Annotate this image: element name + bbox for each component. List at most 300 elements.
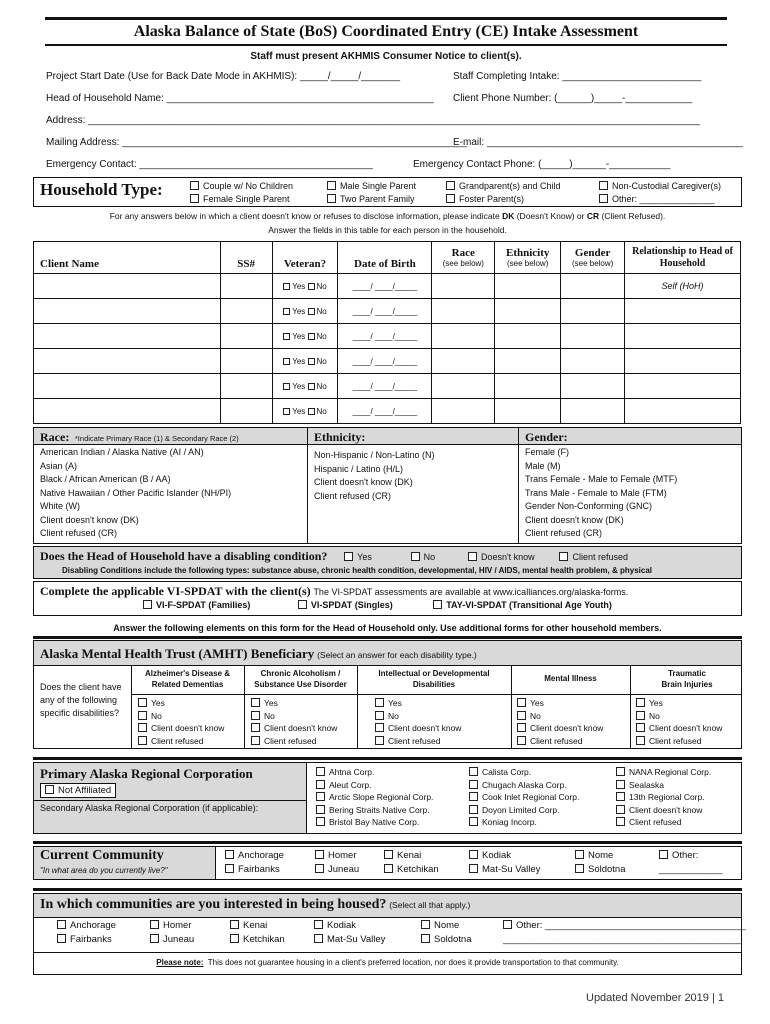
answer-no[interactable]: No [375,710,461,723]
dob-cell[interactable]: ____/ ____/_____ [338,274,432,299]
disabling-no[interactable]: No [411,552,436,562]
gender-cell[interactable] [561,349,625,374]
gender-cell[interactable] [561,324,625,349]
spdat-options [143,600,612,610]
corp-option[interactable]: Calista Corp. [469,766,579,779]
community-title: Current Community [40,848,164,863]
race-cell[interactable] [432,274,495,299]
checkbox-icon[interactable] [517,698,526,707]
housed-col-6 [503,919,746,947]
col-client-name: Client Name [34,242,221,274]
checkbox-icon[interactable] [469,767,478,776]
mailing-address-field[interactable]: Mailing Address: ______________________________________________________________ [46,137,467,148]
relationship-cell[interactable] [625,374,741,399]
dob-cell[interactable]: ____/ ____/_____ [338,324,432,349]
corp-top-rule [33,757,742,760]
race-cell[interactable] [432,399,495,424]
list-item: Client doesn't know (DK) [314,477,413,487]
checkbox-icon[interactable] [143,600,152,609]
corp-option[interactable]: Bristol Bay Native Corp. [316,816,433,829]
race-cell[interactable] [432,349,495,374]
checkbox-icon[interactable] [308,283,315,290]
housed-col-3 [230,919,285,947]
relationship-cell[interactable] [625,349,741,374]
corp-option[interactable]: 13th Regional Corp. [616,791,711,804]
list-item: Hispanic / Latino (H/L) [314,463,404,474]
checkbox-icon[interactable] [138,711,147,720]
housed-option-ketchikan[interactable]: Ketchikan [230,933,285,947]
housed-option-anchorage[interactable]: Anchorage [57,919,116,933]
checkbox-icon[interactable] [316,817,325,826]
household-option-female-single[interactable]: Female Single Parent [190,193,293,206]
corp-option[interactable]: Aleut Corp. [316,779,433,792]
checkbox-icon[interactable] [469,792,478,801]
checkbox-icon[interactable] [283,408,290,415]
corp-not-affiliated[interactable]: Not Affiliated [40,783,116,798]
household-option-non-custodial[interactable]: Non-Custodial Caregiver(s) [599,180,721,193]
relationship-cell[interactable] [625,324,741,349]
col-relationship: Relationship to Head of Household [625,242,741,274]
checkbox-icon[interactable] [433,600,442,609]
corp-option[interactable]: Client refused [616,816,711,829]
corp-option[interactable]: Koniag Incorp. [469,816,579,829]
community-col-3 [384,849,439,877]
corp-col2 [469,766,579,829]
corp-option[interactable]: Sealaska [616,779,711,792]
relationship-cell[interactable] [625,299,741,324]
disabling-subtext: Disabling Conditions include the following types: substance abuse, chronic health condition, developmental, HIV / AIDS, mental health problem, & physical [62,566,653,575]
checkbox-icon[interactable] [384,864,393,873]
answer-dk[interactable]: Client doesn't know [138,722,224,735]
ssn-cell[interactable] [220,399,272,424]
answer-cr[interactable]: Client refused [251,735,337,748]
emergency-contact-field[interactable]: Emergency Contact: __________________________________________ [46,159,373,170]
housed-option-nome[interactable]: Nome [421,919,472,933]
community-option-nome[interactable]: Nome [575,849,626,863]
checkbox-icon[interactable] [517,711,526,720]
ethnicity-cell[interactable] [495,399,561,424]
housed-note-rule [33,952,742,953]
staff-completing-field[interactable]: Staff Completing Intake: _________________________ [453,71,702,82]
checkbox-icon[interactable] [469,780,478,789]
client-name-cell[interactable] [34,274,221,299]
veteran-cell: Yes No [272,349,338,374]
community-other-field[interactable]: ____________ [659,864,723,875]
table-row [34,299,741,324]
checkbox-icon[interactable] [316,780,325,789]
amht-col-mental-illness: Mental Illness [544,674,597,683]
ethnicity-cell[interactable] [495,274,561,299]
ssn-cell[interactable] [220,274,272,299]
list-item: Client refused (CR) [525,528,603,538]
checkbox-icon[interactable] [421,920,430,929]
housed-note: Please note: This does not guarantee housing in a client's preferred location, nor does it provide transportation to that community. [156,958,619,967]
checkbox-icon[interactable] [138,698,147,707]
housed-option-kenai[interactable]: Kenai [230,919,285,933]
address-field[interactable]: Address: ______________________________________________________________________________________________________________ [46,115,701,126]
checkbox-icon[interactable] [308,308,315,315]
list-item: White (W) [40,501,80,511]
checkbox-icon[interactable] [659,850,668,859]
answer-yes[interactable]: Yes [517,697,603,710]
checkbox-icon[interactable] [616,805,625,814]
checkbox-icon[interactable] [469,817,478,826]
community-option-kodiak[interactable]: Kodiak [469,849,540,863]
list-item: Trans Male - Female to Male (FTM) [525,487,667,498]
checkbox-icon[interactable] [316,792,325,801]
checkbox-icon[interactable] [283,308,290,315]
checkbox-icon[interactable] [230,934,239,943]
consumer-notice: Staff must present AKHMIS Consumer Notice to client(s). [250,51,522,62]
amht-answers-alcoholism [251,697,337,747]
race-cell[interactable] [432,299,495,324]
checkbox-icon[interactable] [230,920,239,929]
checkbox-icon[interactable] [251,698,260,707]
community-option-soldotna[interactable]: Soldotna [575,863,626,877]
col-ethnicity: Ethnicity (see below) [495,242,561,274]
checkbox-icon[interactable] [375,698,384,707]
amht-col-alcoholism: Chronic Alcoholism / Substance Use Disorder [254,669,347,689]
list-item: Asian (A) [40,460,78,471]
answer-no[interactable]: No [517,710,603,723]
housed-other-field[interactable]: _____________________________________________ [503,934,741,945]
ethnicity-header: Ethnicity: [314,430,366,444]
client-phone-field[interactable]: Client Phone Number: (______)_____-____________ [453,93,693,104]
checkbox-icon[interactable] [469,864,478,873]
list-item: Black / African American (B / AA) [40,474,171,484]
housed-option-kodiak[interactable]: Kodiak [314,919,385,933]
housed-top-rule [33,888,742,891]
household-option-foster[interactable]: Foster Parent(s) [446,193,561,206]
housed-col-5 [421,919,472,947]
community-option-homer[interactable]: Homer [315,849,359,863]
community-option-fairbanks[interactable]: Fairbanks [225,863,284,877]
checkbox-icon[interactable] [138,736,147,745]
title-rule-bottom [45,44,727,46]
ethnicity-cell[interactable] [495,374,561,399]
checkbox-icon[interactable] [517,723,526,732]
list-item: Female (F) [525,447,570,457]
checkbox-icon[interactable] [251,723,260,732]
corp-title: Primary Alaska Regional Corporation [40,766,253,781]
checkbox-icon[interactable] [636,711,645,720]
checkbox-icon[interactable] [150,934,159,943]
checkbox-icon[interactable] [57,920,66,929]
emergency-phone-field[interactable]: Emergency Contact Phone: (_____)______-___________ [413,159,671,170]
household-option-couple[interactable]: Couple w/ No Children [190,180,293,193]
checkbox-icon[interactable] [446,194,455,203]
checkbox-icon[interactable] [503,920,512,929]
household-options-col3 [446,180,561,206]
checkbox-icon[interactable] [308,383,315,390]
housed-option-soldotna[interactable]: Soldotna [421,933,472,947]
checkbox-icon[interactable] [57,934,66,943]
answer-cr[interactable]: Client refused [636,735,722,748]
checkbox-icon[interactable] [411,552,420,561]
disabling-cr[interactable]: Client refused [559,552,628,562]
corp-option[interactable]: Ahtna Corp. [316,766,433,779]
table-row [34,274,741,299]
list-item: Native Hawaiian / Other Pacific Islander (NH/PI) [40,487,232,498]
checkbox-icon[interactable] [375,723,384,732]
checkbox-icon[interactable] [636,736,645,745]
checkbox-icon[interactable] [616,817,625,826]
gender-list [525,446,677,541]
list-item: Trans Female - Male to Female (MTF) [525,474,678,484]
ethnicity-cell[interactable] [495,324,561,349]
checkbox-icon[interactable] [384,850,393,859]
dob-cell[interactable]: ____/ ____/_____ [338,374,432,399]
community-subtitle: "In what area do you currently live?" [40,866,168,875]
veteran-cell: Yes No [272,374,338,399]
veteran-cell: Yes No [272,299,338,324]
dob-cell[interactable]: ____/ ____/_____ [338,399,432,424]
checkbox-icon[interactable] [469,805,478,814]
dob-cell[interactable]: ____/ ____/_____ [338,299,432,324]
answer-dk[interactable]: Client doesn't know [517,722,603,735]
answer-yes[interactable]: Yes [138,697,224,710]
checkbox-icon[interactable] [327,181,336,190]
checkbox-icon[interactable] [150,920,159,929]
housed-option-juneau[interactable]: Juneau [150,933,194,947]
email-field[interactable]: E-mail: ______________________________________________ [453,137,743,148]
race-cell[interactable] [432,374,495,399]
community-col-5 [575,849,626,877]
gender-header: Gender: [525,430,568,444]
answer-cr[interactable]: Client refused [517,735,603,748]
community-top-rule [33,841,742,844]
ssn-cell[interactable] [220,299,272,324]
dob-cell[interactable]: ____/ ____/_____ [338,349,432,374]
relationship-cell[interactable]: Self (HoH) [625,274,741,299]
checkbox-icon[interactable] [225,864,234,873]
col-race: Race (see below) [432,242,495,274]
veteran-cell: Yes No [272,274,338,299]
answer-dk[interactable]: Client doesn't know [636,722,722,735]
community-col-6 [659,849,722,877]
amht-top-rule [33,636,742,639]
ethnicity-cell[interactable] [495,349,561,374]
amht-title-row: Alaska Mental Health Trust (AMHT) Beneficiary (Select an answer for each disability type.) [40,646,477,661]
corp-option[interactable]: Arctic Slope Regional Corp. [316,791,433,804]
community-divider [215,846,216,880]
checkbox-icon[interactable] [308,358,315,365]
form-title: Alaska Balance of State (BoS) Coordinated Entry (CE) Intake Assessment [133,23,639,40]
corp-col1 [316,766,433,829]
answer-yes[interactable]: Yes [375,697,461,710]
relationship-cell[interactable] [625,399,741,424]
client-table-header [34,242,741,274]
housed-option-other[interactable]: Other: ______________________________________ [503,919,746,933]
answer-yes[interactable]: Yes [251,697,337,710]
checkbox-icon[interactable] [283,358,290,365]
client-name-cell[interactable] [34,324,221,349]
col-veteran: Veteran? [272,242,338,274]
list-item: Non-Hispanic / Non-Latino (N) [314,450,435,460]
table-row [34,349,741,374]
gender-cell[interactable] [561,274,625,299]
title-rule-top [45,17,727,20]
ssn-cell[interactable] [220,349,272,374]
gender-cell[interactable] [561,299,625,324]
amht-col-divider-4 [630,665,631,749]
housed-col-2 [150,919,194,947]
checkbox-icon[interactable] [308,408,315,415]
checkbox-icon[interactable] [45,785,54,794]
client-table [33,241,741,424]
community-option-anchorage[interactable]: Anchorage [225,849,284,863]
checkbox-icon[interactable] [446,181,455,190]
checkbox-icon[interactable] [190,181,199,190]
gender-cell[interactable] [561,399,625,424]
checkbox-icon[interactable] [308,333,315,340]
checkbox-icon[interactable] [190,194,199,203]
list-item: Client refused (CR) [40,528,118,538]
corp-option[interactable]: Doyon Limited Corp. [469,804,579,817]
checkbox-icon[interactable] [616,792,625,801]
spdat-option-families[interactable]: VI-F-SPDAT (Families) [143,600,250,610]
race-cell[interactable] [432,324,495,349]
household-option-other[interactable]: Other: _______________ [599,193,721,206]
checkbox-icon[interactable] [251,711,260,720]
amht-col-alzheimers: Alzheimer's Disease & Related Dementias [144,669,231,689]
race-list [40,446,231,541]
list-item: Client doesn't know (DK) [525,514,624,525]
checkbox-icon[interactable] [636,698,645,707]
checkbox-icon[interactable] [283,283,290,290]
community-option-other[interactable]: Other: [659,849,722,863]
spdat-option-tay[interactable]: TAY-VI-SPDAT (Transitional Age Youth) [433,600,612,610]
checkbox-icon[interactable] [314,934,323,943]
community-option-matsu[interactable]: Mat-Su Valley [469,863,540,877]
checkbox-icon[interactable] [283,383,290,390]
checkbox-icon[interactable] [225,850,234,859]
checkbox-icon[interactable] [344,552,353,561]
checkbox-icon[interactable] [316,767,325,776]
race-header: Race: *Indicate Primary Race (1) & Secondary Race (2) [40,430,239,444]
corp-option[interactable]: Client doesn't know [616,804,711,817]
checkbox-icon[interactable] [599,194,608,203]
amht-header-rule [33,665,742,666]
answer-cr[interactable]: Client refused [375,735,461,748]
housed-option-fairbanks[interactable]: Fairbanks [57,933,116,947]
checkbox-icon[interactable] [315,850,324,859]
checkbox-icon[interactable] [517,736,526,745]
amht-question: Does the client have any of the following specific disabilities? [40,682,122,718]
disabling-question-row: Does the Head of Household have a disabling condition? Yes No Doesn't know Client refused [40,549,628,563]
project-start-date-field[interactable]: Project Start Date (Use for Back Date Mode in AKHMIS): _____/_____/_______ [46,71,401,82]
corp-option[interactable]: Chugach Alaska Corp. [469,779,579,792]
answer-no[interactable]: No [636,710,722,723]
household-options-col2 [327,180,416,206]
corp-col3 [616,766,711,829]
client-name-cell[interactable] [34,399,221,424]
household-option-male-single[interactable]: Male Single Parent [327,180,416,193]
checkbox-icon[interactable] [315,864,324,873]
checkbox-icon[interactable] [316,805,325,814]
checkbox-icon[interactable] [575,850,584,859]
checkbox-icon[interactable] [327,194,336,203]
answer-no[interactable]: No [138,710,224,723]
col-ssn: SS# [220,242,272,274]
household-options-col4 [599,180,721,206]
checkbox-icon[interactable] [616,767,625,776]
housed-col-1 [57,919,116,947]
checkbox-icon[interactable] [314,920,323,929]
checkbox-icon[interactable] [559,552,568,561]
checkbox-icon[interactable] [298,600,307,609]
community-option-juneau[interactable]: Juneau [315,863,359,877]
ethnicity-cell[interactable] [495,299,561,324]
ssn-cell[interactable] [220,374,272,399]
list-item: Gender Non-Conforming (GNC) [525,501,653,511]
answer-dk[interactable]: Client doesn't know [375,722,461,735]
community-col-4 [469,849,540,877]
ssn-cell[interactable] [220,324,272,349]
corp-secondary-label: Secondary Alaska Regional Corporation (if applicable): [40,803,259,813]
answer-dk[interactable]: Client doesn't know [251,722,337,735]
checkbox-icon[interactable] [616,780,625,789]
answer-no[interactable]: No [251,710,337,723]
table-row [34,324,741,349]
community-option-ketchikan[interactable]: Ketchikan [384,863,439,877]
amht-answers-developmental [375,697,461,747]
checkbox-icon[interactable] [421,934,430,943]
checkbox-icon[interactable] [599,181,608,190]
list-item: American Indian / Alaska Native (AI / AN) [40,447,204,457]
housed-option-matsu[interactable]: Mat-Su Valley [314,933,385,947]
checkbox-icon[interactable] [636,723,645,732]
client-name-cell[interactable] [34,349,221,374]
amht-col-developmental: Intellectual or Developmental Disabilities [378,669,490,689]
gender-cell[interactable] [561,374,625,399]
checkbox-icon[interactable] [575,864,584,873]
corp-option[interactable]: Cook Inlet Regional Corp. [469,791,579,804]
answer-yes[interactable]: Yes [636,697,722,710]
checkbox-icon[interactable] [251,736,260,745]
checkbox-icon[interactable] [375,736,384,745]
checkbox-icon[interactable] [375,711,384,720]
footer-updated: Updated November 2019 | 1 [586,992,724,1004]
household-option-two-parent[interactable]: Two Parent Family [327,193,416,206]
table-instruction: Answer the fields in this table for each person in the household. [268,225,507,235]
disabling-dk[interactable]: Doesn't know [468,552,535,562]
col-gender: Gender (see below) [561,242,625,274]
client-name-cell[interactable] [34,299,221,324]
housed-option-homer[interactable]: Homer [150,919,194,933]
corp-secondary-rule [34,800,306,801]
spdat-option-singles[interactable]: VI-SPDAT (Singles) [298,600,393,610]
checkbox-icon[interactable] [469,850,478,859]
household-option-grandparent[interactable]: Grandparent(s) and Child [446,180,561,193]
answer-cr[interactable]: Client refused [138,735,224,748]
household-options-col1 [190,180,293,206]
community-option-kenai[interactable]: Kenai [384,849,439,863]
corp-option[interactable]: NANA Regional Corp. [616,766,711,779]
disabling-yes[interactable]: Yes [344,552,372,562]
hoh-name-field[interactable]: Head of Household Name: ________________________________________________ [46,93,434,104]
table-row [34,374,741,399]
checkbox-icon[interactable] [283,333,290,340]
list-item: Male (M) [525,460,561,471]
housed-header-rule [33,917,742,918]
veteran-cell: Yes No [272,399,338,424]
corp-option[interactable]: Bering Straits Native Corp. [316,804,433,817]
client-name-cell[interactable] [34,374,221,399]
checkbox-icon[interactable] [138,723,147,732]
checkbox-icon[interactable] [468,552,477,561]
list-item: Client doesn't know (DK) [40,514,139,525]
